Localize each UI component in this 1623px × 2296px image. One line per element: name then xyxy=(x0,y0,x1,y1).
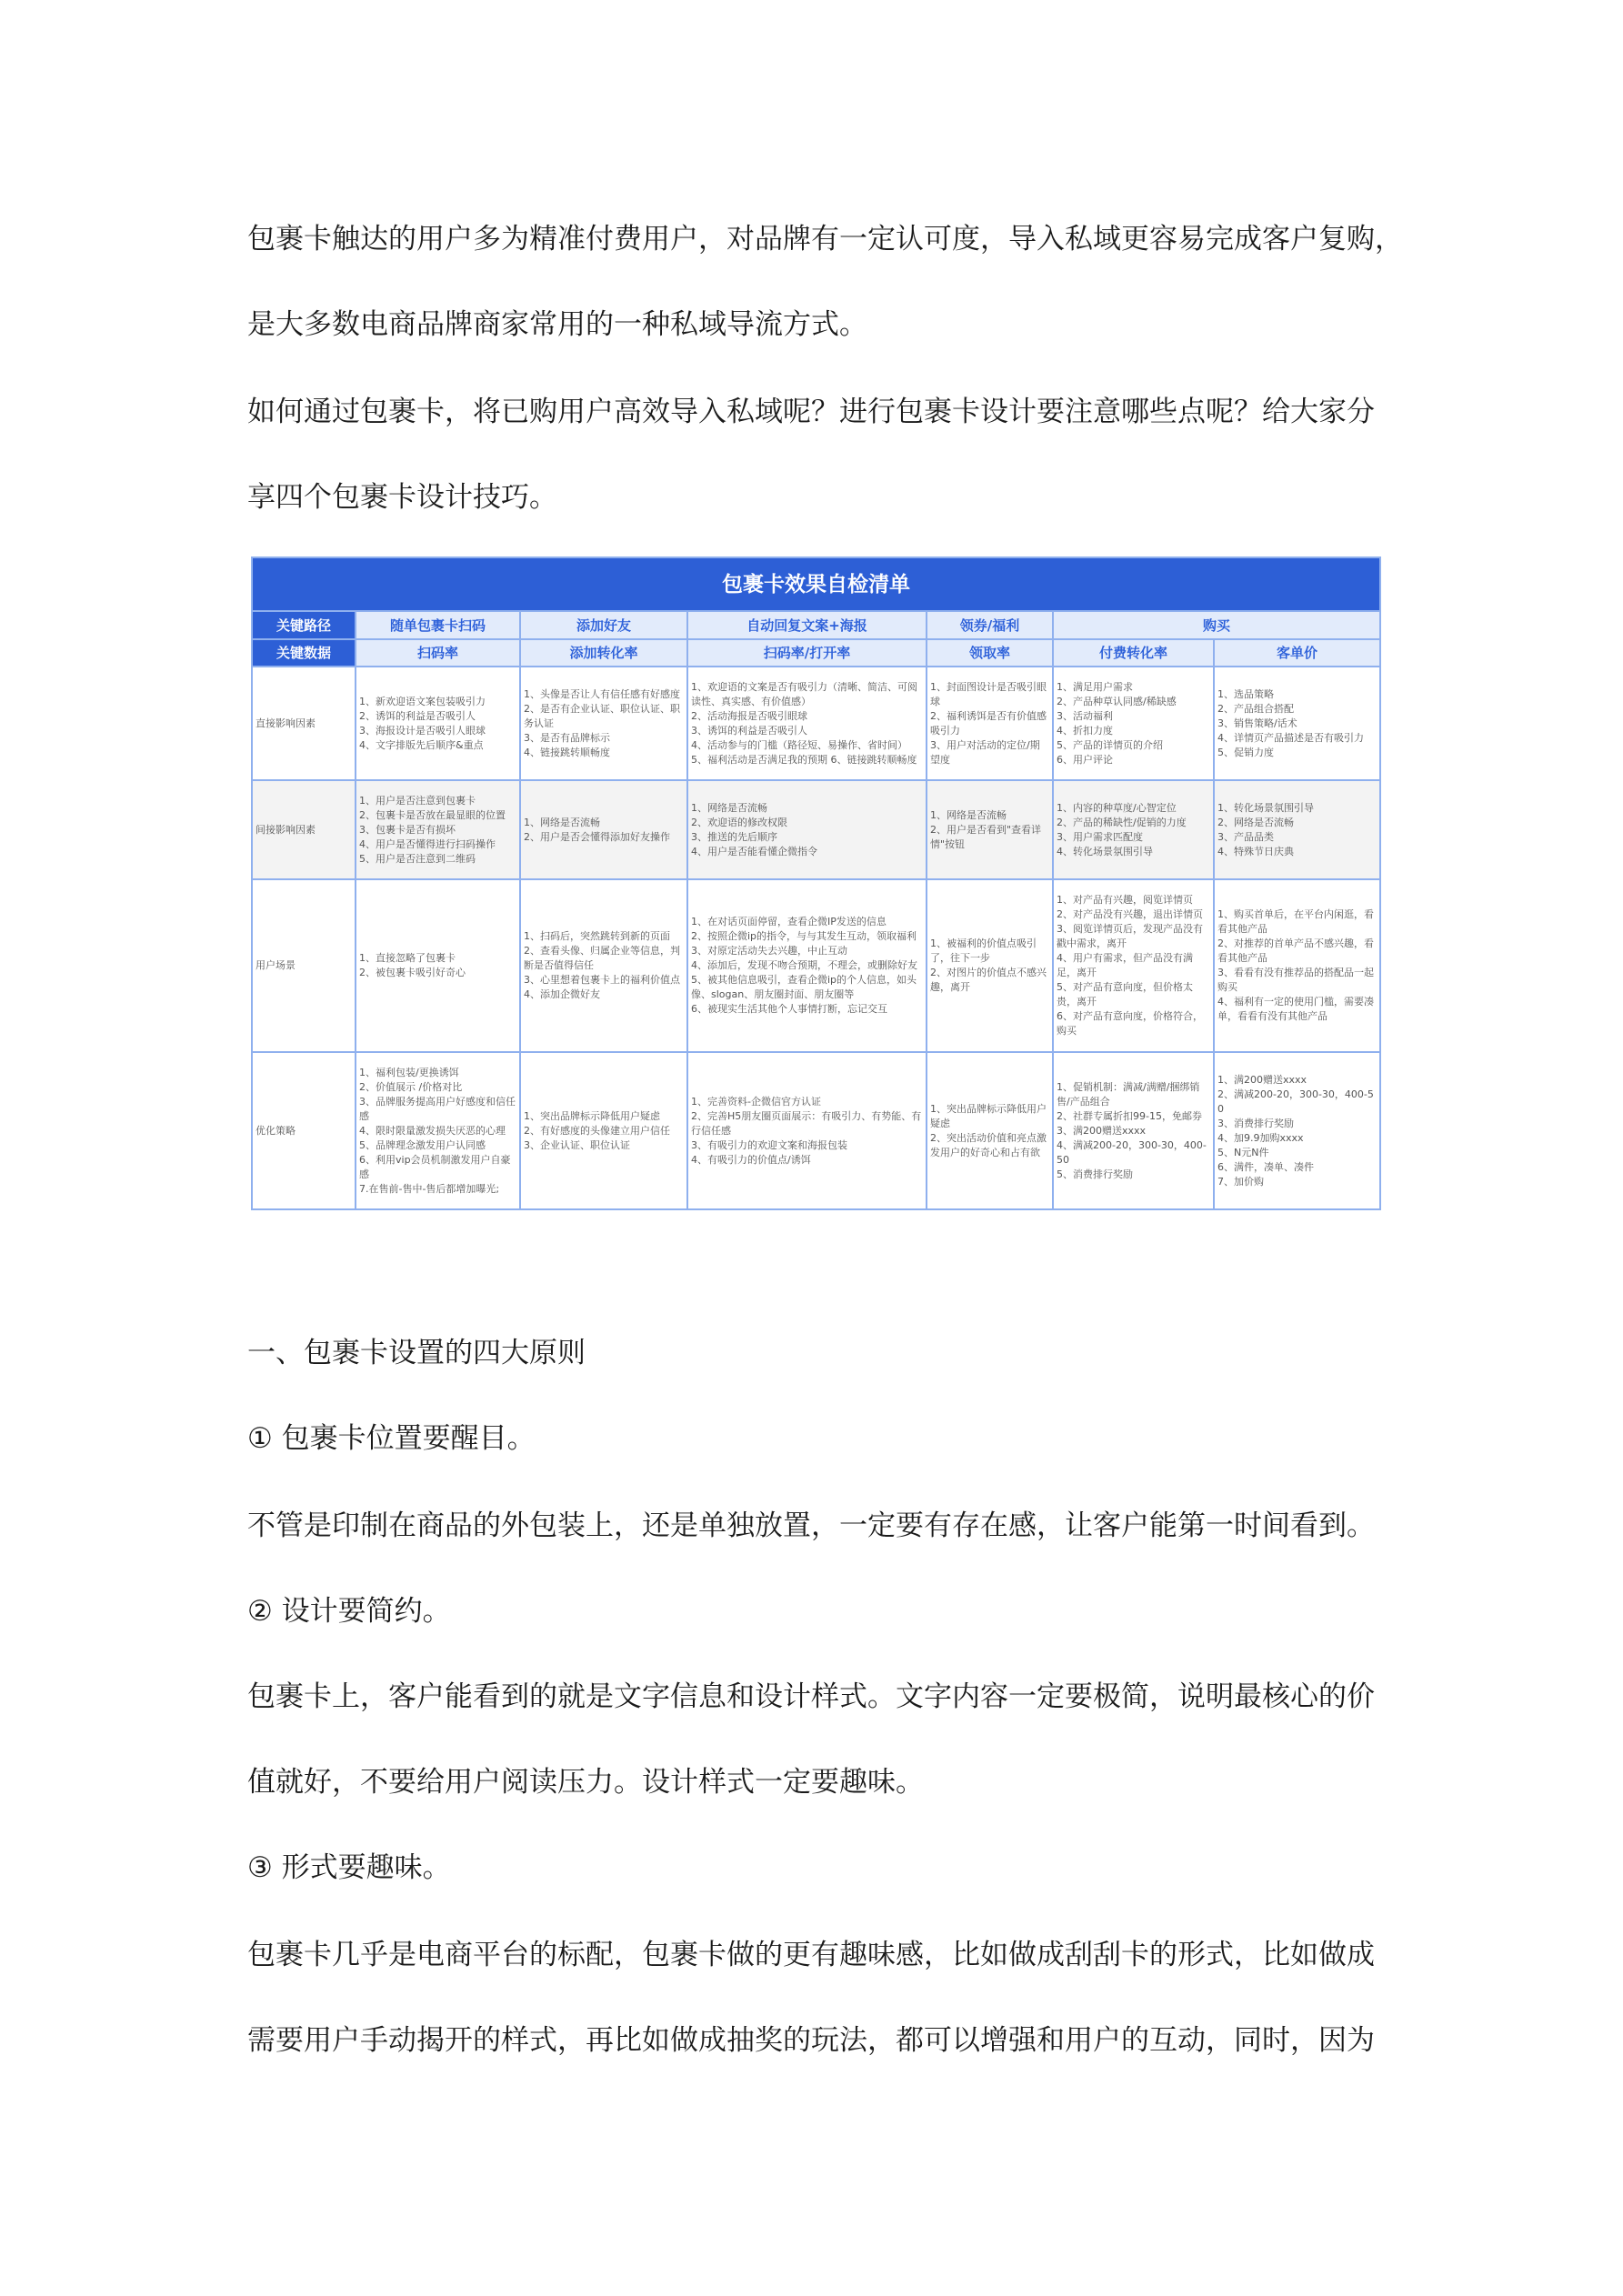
table-cell: 1、内容的种草度/心智定位 2、产品的稀缺性/促销的力度 3、用户需求匹配度 4、转化场景氛围引导 xyxy=(1053,780,1214,879)
table-cell: 1、欢迎语的文案是否有吸引力（清晰、简洁、可阅读性、真实感、有价值感） 2、活动海报是否吸引眼球 3、诱饵的利益是否吸引人 4、活动参与的门槛（路径短、易操作、省时间） 5、福利活动是否满足我的预期 6、链接跳转顺畅度 xyxy=(687,667,927,780)
table-cell: 1、新欢迎语文案包装吸引力 2、诱饵的利益是否吸引人 3、海报设计是否吸引人眼球 4、文字排版先后顺序&重点 xyxy=(356,667,520,780)
path-header: 领券/福利 xyxy=(927,611,1053,639)
table-cell: 1、网络是否流畅 2、欢迎语的修改权限 3、推送的先后顺序 4、用户是否能看懂企微指令 xyxy=(687,780,927,879)
table-cell: 1、扫码后，突然跳转到新的页面 2、查看头像、归属企业等信息，判断是否值得信任 3、心里想着包裹卡上的福利价值点 4、添加企微好友 xyxy=(520,879,687,1052)
row-label: 用户场景 xyxy=(252,879,356,1052)
checklist-table xyxy=(251,556,1381,1210)
section-heading: 一、包裹卡设置的四大原则 xyxy=(247,1337,586,1369)
table-cell: 1、满200赠送xxxx 2、满减200-20，300-30，400-50 3、消费排行奖励 4、加9.9加购xxxx 5、N元N件 6、满件，凑单、凑件 7、加价购 xyxy=(1214,1052,1380,1209)
metric-header: 添加转化率 xyxy=(520,639,687,667)
paragraph-line: 需要用户手动揭开的样式，再比如做成抽奖的玩法，都可以增强和用户的互动，同时，因为 xyxy=(247,2024,1375,2057)
paragraph-line: 值就好，不要给用户阅读压力。设计样式一定要趣味。 xyxy=(247,1766,924,1799)
table-row xyxy=(252,667,1380,780)
table-cell: 1、网络是否流畅 2、用户是否看到"查看详情"按钮 xyxy=(927,780,1053,879)
table-row xyxy=(252,780,1380,879)
table-cell: 1、对产品有兴趣，阅览详情页 2、对产品没有兴趣，退出详情页 3、阅览详情页后，发现产品没有戳中需求，离开 4、用户有需求，但产品没有满足，离开 5、对产品有意向度，但价格太贵，离开 6、对产品有意向度，价格符合，购买 xyxy=(1053,879,1214,1052)
paragraph-line: 包裹卡几乎是电商平台的标配，包裹卡做的更有趣味感，比如做成刮刮卡的形式，比如做成 xyxy=(247,1939,1375,1971)
table-cell: 1、突出品牌标示降低用户疑虑 2、突出活动价值和亮点激发用户的好奇心和占有欲 xyxy=(927,1052,1053,1209)
path-row-label: 关键路径 xyxy=(252,611,356,639)
paragraph-line: 包裹卡上，客户能看到的就是文字信息和设计样式。文字内容一定要极简，说明最核心的价 xyxy=(247,1680,1375,1713)
intro-paragraph-line: 是大多数电商品牌商家常用的一种私域导流方式。 xyxy=(247,308,867,341)
table-cell: 1、满足用户需求 2、产品种草认同感/稀缺感 3、活动福利 4、折扣力度 5、产品的详情页的介绍 6、用户评论 xyxy=(1053,667,1214,780)
intro-paragraph-line: 享四个包裹卡设计技巧。 xyxy=(247,481,557,514)
table-cell: 1、直接忽略了包裹卡 2、被包裹卡吸引好奇心 xyxy=(356,879,520,1052)
table-cell: 1、封面图设计是否吸引眼球 2、福利诱饵是否有价值感吸引力 3、用户对活动的定位/期望度 xyxy=(927,667,1053,780)
metric-header: 扫码率/打开率 xyxy=(687,639,927,667)
table-cell: 1、购买首单后，在平台内闲逛，看看其他产品 2、对推荐的首单产品不感兴趣，看看其他产品 3、看看有没有推荐品的搭配品一起购买 4、福利有一定的使用门槛，需要凑单，看看有没有其他产品 xyxy=(1214,879,1380,1052)
metric-header: 客单价 xyxy=(1214,639,1380,667)
table-cell: 1、被福利的价值点吸引了，往下一步 2、对图片的价值点不感兴趣，离开 xyxy=(927,879,1053,1052)
table-cell: 1、头像是否让人有信任感有好感度 2、是否有企业认证、职位认证、职务认证 3、是否有品牌标示 4、链接跳转顺畅度 xyxy=(520,667,687,780)
table-cell: 1、完善资料-企微信官方认证 2、完善H5朋友圈页面展示：有吸引力、有势能、有行信任感 3、有吸引力的欢迎文案和海报包装 4、有吸引力的价值点/诱饵 xyxy=(687,1052,927,1209)
table-cell: 1、在对话页面停留，查看企微IP发送的信息 2、按照企微ip的指令，与与其发生互动，领取福利 3、对原定活动失去兴趣，中止互动 4、添加后，发现不吻合预期，不理会，或删除好友 5、被其他信息吸引，查看企微ip的个人信息，如头像、slogan、朋友圈封面、朋友圈等 6、被现实生活其他个人事情打断，忘记交互 xyxy=(687,879,927,1052)
table-cell: 1、促销机制：满减/满赠/捆绑销售/产品组合 2、社群专属折扣99-15，免邮券 3、满200赠送xxxx 4、满减200-20，300-30，400-50 5、消费排行奖励 xyxy=(1053,1052,1214,1209)
metric-header: 领取率 xyxy=(927,639,1053,667)
intro-paragraph-line: 包裹卡触达的用户多为精准付费用户，对品牌有一定认可度，导入私域更容易完成客户复购， xyxy=(247,223,1403,256)
principle-heading: ③ 形式要趣味。 xyxy=(247,1851,451,1884)
principle-heading: ② 设计要简约。 xyxy=(247,1595,451,1628)
data-row-label: 关键数据 xyxy=(252,639,356,667)
table-cell: 1、突出品牌标示降低用户疑虑 2、有好感度的头像建立用户信任 3、企业认证、职位认证 xyxy=(520,1052,687,1209)
path-header: 添加好友 xyxy=(520,611,687,639)
row-label: 直接影响因素 xyxy=(252,667,356,780)
metric-header: 付费转化率 xyxy=(1053,639,1214,667)
table-cell: 1、网络是否流畅 2、用户是否会懂得添加好友操作 xyxy=(520,780,687,879)
paragraph-line: 不管是印制在商品的外包装上，还是单独放置，一定要有存在感，让客户能第一时间看到。 xyxy=(247,1509,1375,1542)
table-cell: 1、用户是否注意到包裹卡 2、包裹卡是否放在最显眼的位置 3、包裹卡是否有损坏 4、用户是否懂得进行扫码操作 5、用户是否注意到二维码 xyxy=(356,780,520,879)
row-label: 间接影响因素 xyxy=(252,780,356,879)
path-header: 随单包裹卡扫码 xyxy=(356,611,520,639)
table-row xyxy=(252,1052,1380,1209)
row-label: 优化策略 xyxy=(252,1052,356,1209)
table-title: 包裹卡效果自检清单 xyxy=(252,557,1380,611)
table-cell: 1、选品策略 2、产品组合搭配 3、销售策略/话术 4、详情页产品描述是否有吸引力 5、促销力度 xyxy=(1214,667,1380,780)
intro-paragraph-line: 如何通过包裹卡，将已购用户高效导入私域呢？进行包裹卡设计要注意哪些点呢？给大家分 xyxy=(247,396,1375,428)
table-cell: 1、福利包装/更换诱饵 2、价值展示 /价格对比 3、品牌服务提高用户好感度和信任感 4、限时限量激发损失厌恶的心理 5、品牌理念激发用户认同感 6、利用vip会员机制激发用户自豪感 7.在售前-售中-售后都增加曝光; xyxy=(356,1052,520,1209)
principle-heading: ① 包裹卡位置要醒目。 xyxy=(247,1422,536,1455)
path-header: 购买 xyxy=(1053,611,1380,639)
path-header: 自动回复文案+海报 xyxy=(687,611,927,639)
table-cell: 1、转化场景氛围引导 2、网络是否流畅 3、产品品类 4、特殊节日庆典 xyxy=(1214,780,1380,879)
metric-header: 扫码率 xyxy=(356,639,520,667)
table-row xyxy=(252,879,1380,1052)
